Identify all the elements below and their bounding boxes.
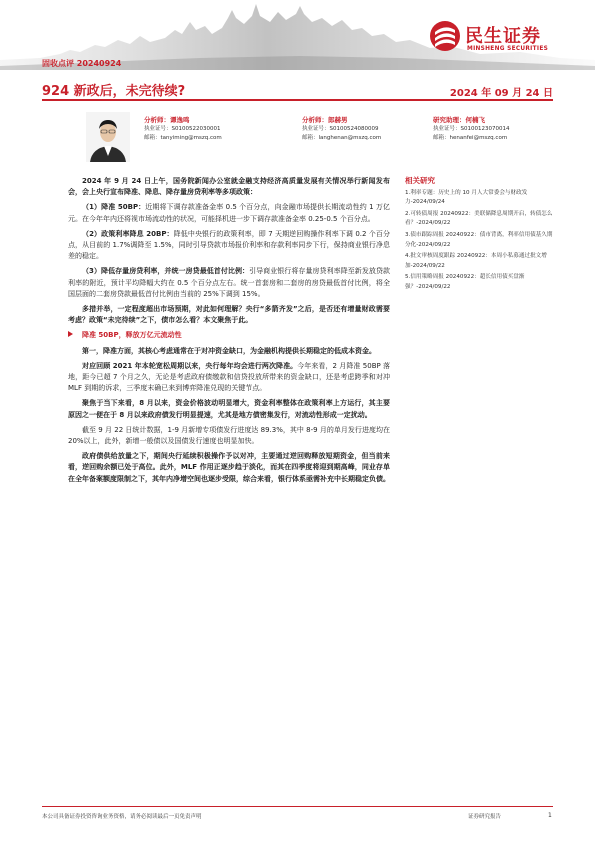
logo-text-cn: 民生证券 — [465, 26, 541, 47]
report-title: 924 新政后，未完待续? — [42, 84, 186, 99]
brand-mark-icon — [429, 20, 461, 52]
paragraph-text: 多措并举，一定程度超出市场预期，对此如何理解？央行“多箭齐发”之后，是否还有增量财政需要考虑？政策“未完待续”之下，债市怎么看？本文聚焦于此。 — [68, 305, 390, 325]
paragraph-lead: （3）降低存量房贷利率，并统一房贷最低首付比例： — [82, 267, 250, 276]
logo-text-en: MINSHENG SECURITIES — [467, 46, 549, 52]
paragraph — [68, 176, 390, 198]
report-type: 固收点评 20240924 — [42, 59, 122, 68]
paragraph — [68, 398, 390, 420]
paragraph-text: 2024 年 9 月 24 日上午，国务院新闻办公室就金融支持经济高质量发展有关情况举行新闻发布会，会上央行宣布降准、降息、降存量房贷利率等多项政策： — [68, 177, 390, 197]
paragraph — [68, 425, 390, 447]
paragraph — [68, 304, 390, 326]
cert-label: 执业证号： — [302, 126, 330, 132]
email-label: 邮箱： — [433, 135, 450, 141]
analyst-role: 分析师： — [144, 116, 170, 124]
related-research-item[interactable]: 3.债市跟踪周报 20240922：债市背离，利率信用债基久期分化-2024/09/22 — [405, 231, 553, 248]
paragraph — [68, 202, 390, 224]
paragraph — [68, 451, 390, 485]
paragraph-lead: （2）政策利率降息 20BP： — [82, 229, 174, 238]
analyst-role: 分析师： — [302, 116, 328, 124]
paragraph-text: 降低中央银行的政策利率，即 7 天期逆回购操作利率下调 0.2 个百分点，从目前的 1.7%调降至 1.5%，同时引导贷款市场报价利率和存款利率同步下行，保持商业银行净息差的稳定。 — [68, 229, 390, 261]
footer-label: 证券研究报告 — [468, 814, 502, 820]
related-research-item[interactable]: 5.信用策略周报 20240922：超长信用债买盘渐强？-2024/09/22 — [405, 274, 525, 290]
analyst-2 — [302, 116, 381, 143]
analyst-role: 研究助理： — [433, 116, 466, 124]
paragraph — [68, 266, 390, 300]
report-date: 2024 年 09 月 24 日 — [449, 88, 553, 99]
related-research — [405, 176, 555, 295]
page-number: 1 — [548, 812, 552, 819]
related-research-item[interactable]: 1.利率专题：历史上的 10 月人大常委会与财政发力-2024/09/24 — [405, 189, 528, 206]
cert-number: S0100123070014 — [460, 126, 510, 132]
cert-number: S0100524080009 — [329, 126, 379, 132]
report-body — [68, 176, 390, 489]
paragraph-lead: （1）降准 50BP： — [82, 203, 146, 212]
section-heading — [68, 330, 390, 341]
analyst-name: 郎赫男 — [328, 116, 348, 124]
paragraph — [68, 229, 390, 263]
email-label: 邮箱： — [144, 135, 161, 141]
brand-logo — [427, 18, 577, 58]
paragraph-text: 聚焦于当下来看，8 月以来，资金价格波动明显增大，资金利率整体在政策利率上方运行，其主要原因之一便在于 8 月以来政府债发行明显提速，尤其是地方债密集发行，对流动性形成一定扰动。 — [68, 399, 390, 419]
analyst-email[interactable]: henanfei@mszq.com — [449, 135, 508, 141]
analyst-email[interactable]: langhenan@mszq.com — [318, 135, 382, 141]
header-divider — [42, 99, 553, 101]
analyst-1 — [144, 116, 222, 143]
paragraph-text: 第一，降准方面，其核心考虑通常在于对冲资金缺口，为金融机构提供长期稳定的低成本资金。 — [82, 346, 376, 355]
email-label: 邮箱： — [302, 135, 319, 141]
paragraph-text: 政府债供给放量之下，期间央行延续积极操作予以对冲，主要通过逆回购释放短期资金，但当前来看，逆回购余额已处于高位。此外，MLF 作用正逐步趋于淡化，而其在四季度将迎到期高峰，同业存单在全年备案额度限制之下，其年内净增空间也逐步受限，综合来看，银行体系亟需补充中长期稳定负债。 — [68, 452, 390, 483]
footer-divider — [42, 806, 553, 807]
paragraph-text: 引导商业银行将存量房贷利率降至新发放贷款利率的附近，预计平均降幅大约在 0.5 个百分点左右。统一首套房和二套房的房贷最低首付比例，将全国层面的二套房贷款最低首付比例由当前的 25%下调到 15%。 — [68, 267, 391, 298]
analyst-name: 谭逸鸣 — [170, 116, 190, 124]
paragraph-text: 近期将下调存款准备金率 0.5 个百分点，向金融市场提供长期流动性约 1 万亿元。在今年年内还将视市场流动性的状况，可能择机进一步下调存款准备金率 0.25-0.5 个百分点。 — [68, 203, 390, 223]
cert-label: 执业证号： — [144, 126, 172, 132]
paragraph-text: 今年来看，2 月降准 50BP 落地，距今已超 7 个月之久，无论是考虑政府债缴款和信贷投放所带来的资金缺口，还是考虑跨季和对冲 MLF 到期的诉求，三季度末确已来到博弈降准兑现的关键节点。 — [68, 361, 391, 393]
paragraph-text: 截至 9 月 22 日统计数据，1-9 月新增专项债发行进度达 89.3%，其中 8-9 月的单月发行进度均在 20%以上，此外，新增一般债以及国债发行速度也明显加快。 — [68, 425, 390, 446]
section-arrow-icon — [68, 331, 73, 337]
related-research-item[interactable]: 2.可转债周报 20240922：美联储降息周期开启，转债怎么看？-2024/09/22 — [405, 210, 553, 227]
cert-number: S0100522030001 — [171, 126, 221, 132]
paragraph — [68, 346, 390, 357]
cert-label: 执业证号： — [433, 126, 461, 132]
paragraph — [68, 361, 390, 395]
analyst-email[interactable]: tanyiming@mszq.com — [160, 135, 222, 141]
paragraph-lead: 对应回顾 2021 年本轮宽松周期以来，央行每年均会进行两次降准。 — [82, 361, 298, 370]
section-title: 降准 50BP，释放万亿元流动性 — [82, 331, 182, 340]
analyst-3 — [433, 116, 510, 143]
related-research-item[interactable]: 4.批文审核周度跟踪 20240922：本周小私募通过批文增加-2024/09/22 — [405, 253, 547, 269]
analyst-photo — [86, 112, 130, 162]
analyst-name: 何楠飞 — [465, 116, 485, 124]
related-research-title: 相关研究 — [405, 176, 435, 185]
footer-disclaimer: 本公司具备证券投资咨询业务资格，请务必阅读最后一页免责声明 — [42, 814, 202, 820]
